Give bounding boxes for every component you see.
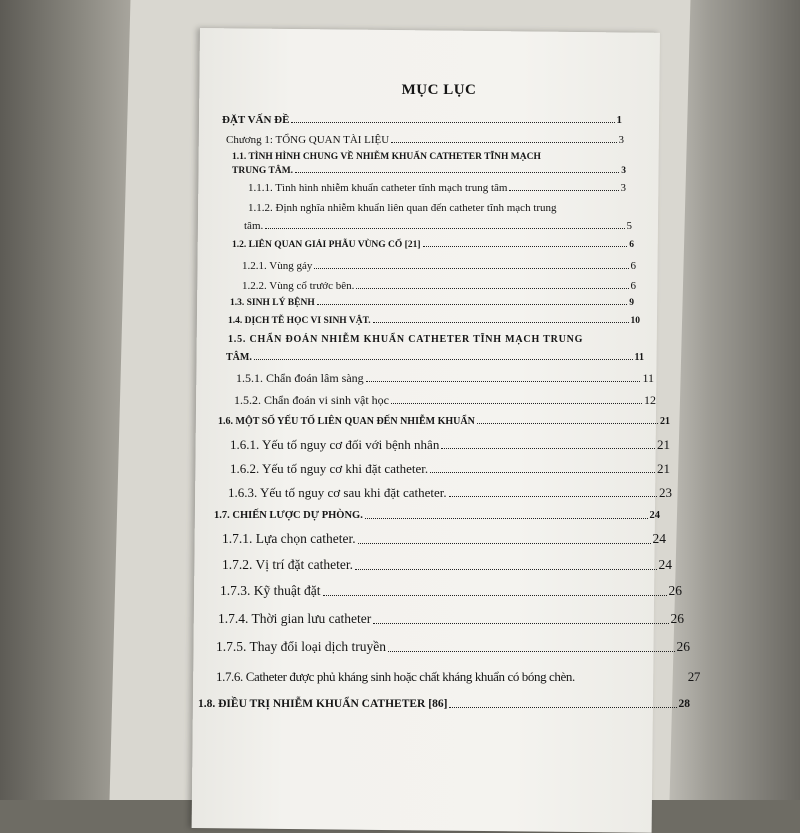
toc-entry <box>242 260 636 272</box>
toc-entry <box>248 182 626 194</box>
leader-dots <box>423 246 628 247</box>
toc-entry-page: 11 <box>642 371 654 385</box>
toc-entry-text: 1.1.2. Định nghĩa nhiễm khuẩn liên quan đến catheter tĩnh mạch trung <box>248 202 557 214</box>
toc-entry <box>230 462 670 476</box>
toc-entry-text: 1.3. SINH LÝ BỆNH <box>230 298 315 308</box>
toc-entry-page: 11 <box>634 352 644 363</box>
toc-entry-text: 1.1. TÌNH HÌNH CHUNG VỀ NHIỄM KHUẨN CATHETER TĨNH MẠCH <box>232 152 541 162</box>
toc-entry <box>230 438 670 452</box>
toc-entry <box>218 612 684 627</box>
toc-entry-text: tâm. <box>244 220 264 232</box>
toc-entry <box>232 166 626 176</box>
table-of-contents <box>198 82 700 782</box>
leader-dots <box>314 268 628 269</box>
toc-entry <box>226 134 624 146</box>
leader-dots <box>373 322 629 323</box>
toc-entry-text: Chương 1: TỔNG QUAN TÀI LIỆU <box>226 134 390 146</box>
leader-dots <box>265 228 624 229</box>
leader-dots <box>356 288 628 289</box>
toc-entry-page: 3 <box>621 166 626 176</box>
toc-entry-text: 1.7.2. Vị trí đặt catheter. <box>222 557 353 572</box>
leader-dots <box>449 707 676 708</box>
leader-dots <box>430 472 655 473</box>
toc-entry <box>236 372 654 385</box>
toc-entry-page: 24 <box>652 531 666 546</box>
toc-entry-text: 1.8. ĐIỀU TRỊ NHIỄM KHUẨN CATHETER [86] <box>198 698 448 710</box>
toc-entry <box>242 280 636 292</box>
toc-entry-page: 10 <box>630 316 640 326</box>
toc-entry-page: 28 <box>678 698 690 710</box>
toc-entry-text: 1.7.6. Catheter được phủ kháng sinh hoặc chất kháng khuẩn có bóng chèn. <box>216 669 575 684</box>
toc-entry-text: 1.7. CHIẾN LƯỢC DỰ PHÒNG. <box>214 510 363 521</box>
toc-entry-page: 24 <box>649 510 660 521</box>
toc-title: MỤC LỤC <box>401 82 477 98</box>
toc-entry-page: 1 <box>616 114 622 126</box>
toc-entry <box>228 486 672 500</box>
leader-dots <box>355 569 657 570</box>
toc-entry-text: 1.5.1. Chẩn đoán lâm sàng <box>236 371 364 385</box>
toc-entry-text: 1.2.1. Vùng gáy <box>242 260 313 272</box>
toc-entry-text: TÂM. <box>226 352 252 363</box>
leader-dots <box>373 623 668 624</box>
toc-entry-text: 1.1.1. Tình hình nhiễm khuẩn catheter tĩnh mạch trung tâm <box>248 182 508 194</box>
leader-dots <box>323 595 667 596</box>
toc-entry-page: 26 <box>670 611 684 626</box>
toc-entry-text: 1.6.2. Yếu tố nguy cơ khi đặt catheter. <box>230 461 429 476</box>
toc-entry <box>228 316 640 326</box>
toc-entry-page: 6 <box>630 280 636 292</box>
toc-entry <box>226 352 644 363</box>
toc-entry <box>198 698 690 711</box>
toc-entry-page: 12 <box>644 393 656 407</box>
toc-entry-text: 1.7.3. Kỹ thuật đặt <box>220 583 321 598</box>
toc-entry-text: 1.5.2. Chẩn đoán vi sinh vật học <box>234 393 389 407</box>
leader-dots <box>365 518 648 519</box>
toc-entry-page: 27 <box>687 669 700 684</box>
leader-dots <box>291 122 614 123</box>
toc-entry-text: 1.5. CHẨN ĐOÁN NHIỄM KHUẨN CATHETER TĨNH MẠCH TRUNG <box>228 334 584 345</box>
toc-entry-page: 6 <box>629 240 634 250</box>
toc-entry-page: 21 <box>657 437 670 452</box>
leader-dots <box>254 359 633 360</box>
leader-dots <box>391 403 642 404</box>
leader-dots <box>441 448 655 449</box>
toc-entry-page: 26 <box>676 639 690 654</box>
toc-entry <box>244 220 632 232</box>
toc-entry <box>216 640 690 655</box>
leader-dots <box>509 190 618 191</box>
toc-entry <box>218 416 670 427</box>
toc-entry-text: 1.7.1. Lựa chọn catheter. <box>222 531 356 546</box>
toc-entry-text: 1.4. DỊCH TỄ HỌC VI SINH VẬT. <box>228 316 371 326</box>
toc-entry <box>222 558 672 573</box>
toc-entry-text: TRUNG TÂM. <box>232 166 294 176</box>
leader-dots <box>449 496 657 497</box>
toc-entry-page: 3 <box>618 134 624 146</box>
toc-entry <box>214 510 660 522</box>
toc-entry <box>230 298 634 308</box>
toc-entry-text: 1.6. MỘT SỐ YẾU TỐ LIÊN QUAN ĐẾN NHIỄM KHUẨN <box>218 416 475 427</box>
leader-dots <box>391 142 616 143</box>
toc-entry-page: 24 <box>658 557 672 572</box>
toc-entry-text: 1.6.3. Yếu tố nguy cơ sau khi đặt catheter. <box>228 485 447 500</box>
leader-dots <box>295 172 619 173</box>
toc-entry <box>216 670 700 684</box>
toc-entry-text: 1.6.1. Yếu tố nguy cơ đối với bệnh nhân <box>230 437 440 452</box>
toc-entry <box>222 114 622 126</box>
toc-entry-page: 21 <box>657 461 670 476</box>
toc-entry <box>220 584 682 599</box>
toc-entry-page: 3 <box>620 182 626 194</box>
toc-entry-text: ĐẶT VẤN ĐỀ <box>222 114 290 126</box>
toc-entry <box>232 240 634 250</box>
toc-entry-page: 21 <box>660 416 670 427</box>
leader-dots <box>317 304 628 305</box>
leader-dots <box>358 543 651 544</box>
leader-dots <box>477 423 658 424</box>
leader-dots <box>388 651 675 652</box>
toc-entry-page: 26 <box>668 583 682 598</box>
leader-dots <box>366 381 641 382</box>
toc-entry-text: 1.2.2. Vùng cổ trước bên. <box>242 280 355 292</box>
toc-entry-text: 1.7.4. Thời gian lưu catheter <box>218 611 372 626</box>
toc-entry <box>222 532 666 547</box>
toc-entry-page: 5 <box>626 220 632 232</box>
toc-entry-text: 1.7.5. Thay đổi loại dịch truyền <box>216 639 386 654</box>
toc-entry <box>234 394 656 407</box>
toc-entry-text: 1.2. LIÊN QUAN GIẢI PHẪU VÙNG CỔ [21] <box>232 240 421 250</box>
toc-entry-page: 9 <box>629 298 634 308</box>
toc-entry-page: 6 <box>630 260 636 272</box>
toc-entry-page: 23 <box>659 485 672 500</box>
